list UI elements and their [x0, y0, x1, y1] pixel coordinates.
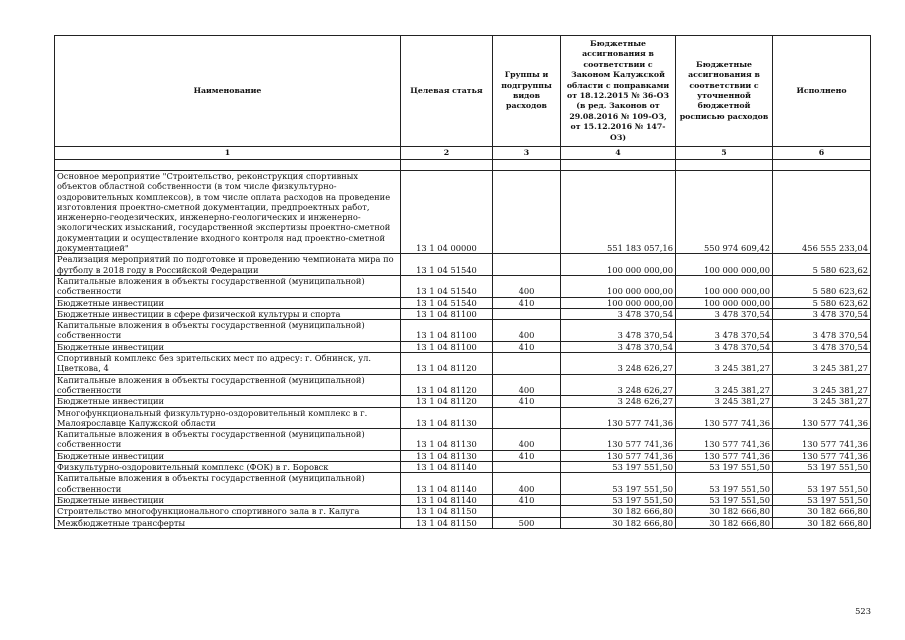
row-name: Капитальные вложения в объекты государственной (муниципальной) собственности	[55, 275, 401, 297]
table-row	[55, 407, 871, 429]
table-row	[55, 353, 871, 375]
header-target: Целевая статья	[401, 36, 493, 147]
amount-law: 551 183 057,16	[561, 171, 676, 254]
table-body	[55, 171, 871, 529]
target-code: 13 1 04 81140	[401, 462, 493, 473]
header-executed: Исполнено	[773, 36, 871, 147]
amount-executed: 5 580 623,62	[773, 254, 871, 276]
amount-refined: 3 245 381,27	[676, 396, 773, 407]
amount-law: 3 248 626,27	[561, 374, 676, 396]
row-name: Основное мероприятие "Строительство, реконструкция спортивных объектов областной собственности (в том числе физкультурно-оздоровительных комплексов), в том числе оплата расходов на проведение изготовления проектно-сметной документации, предпроектных работ, инженерно-геодезических, инженерно-геологических и инженерно-экологических изысканий, государственной экспертизы проектно-сметной документации и осуществление входного контроля над проектно-сметной документацией"	[55, 171, 401, 254]
amount-law: 3 478 370,54	[561, 308, 676, 319]
column-number: 5	[676, 147, 773, 160]
amount-law: 3 478 370,54	[561, 341, 676, 352]
row-name: Бюджетные инвестиции	[55, 341, 401, 352]
row-name: Строительство многофункционального спортивного зала в г. Калуга	[55, 506, 401, 517]
expense-group: 410	[493, 341, 561, 352]
amount-refined: 3 245 381,27	[676, 353, 773, 375]
amount-refined: 30 182 666,80	[676, 517, 773, 528]
row-name: Бюджетные инвестиции	[55, 494, 401, 505]
amount-law: 3 248 626,27	[561, 396, 676, 407]
column-number: 2	[401, 147, 493, 160]
target-code: 13 1 04 51540	[401, 254, 493, 276]
amount-executed: 3 478 370,54	[773, 341, 871, 352]
amount-law: 53 197 551,50	[561, 473, 676, 495]
table-row	[55, 171, 871, 254]
amount-executed: 53 197 551,50	[773, 494, 871, 505]
amount-refined: 53 197 551,50	[676, 494, 773, 505]
header-refined: Бюджетные ассигнования в соответствии с уточненной бюджетной росписью расходов	[676, 36, 773, 147]
amount-law: 53 197 551,50	[561, 494, 676, 505]
amount-executed: 3 245 381,27	[773, 374, 871, 396]
amount-refined: 30 182 666,80	[676, 506, 773, 517]
expense-group	[493, 254, 561, 276]
amount-law: 130 577 741,36	[561, 450, 676, 461]
amount-executed: 3 478 370,54	[773, 308, 871, 319]
column-number: 6	[773, 147, 871, 160]
row-name: Бюджетные инвестиции в сфере физической культуры и спорта	[55, 308, 401, 319]
table-row	[55, 450, 871, 461]
amount-law: 3 248 626,27	[561, 353, 676, 375]
expense-group: 500	[493, 517, 561, 528]
expense-group	[493, 353, 561, 375]
column-number: 4	[561, 147, 676, 160]
row-name: Капитальные вложения в объекты государственной (муниципальной) собственности	[55, 429, 401, 451]
column-number: 1	[55, 147, 401, 160]
amount-executed: 30 182 666,80	[773, 506, 871, 517]
target-code: 13 1 04 81130	[401, 429, 493, 451]
amount-executed: 456 555 233,04	[773, 171, 871, 254]
row-name: Бюджетные инвестиции	[55, 396, 401, 407]
table-row	[55, 297, 871, 308]
table-row	[55, 374, 871, 396]
amount-law: 130 577 741,36	[561, 429, 676, 451]
expense-group: 400	[493, 374, 561, 396]
amount-law: 100 000 000,00	[561, 254, 676, 276]
amount-refined: 130 577 741,36	[676, 450, 773, 461]
budget-table	[54, 35, 871, 529]
expense-group: 410	[493, 450, 561, 461]
target-code: 13 1 04 81120	[401, 353, 493, 375]
target-code: 13 1 04 81130	[401, 450, 493, 461]
target-code: 13 1 04 81150	[401, 506, 493, 517]
amount-law: 53 197 551,50	[561, 462, 676, 473]
table-row	[55, 396, 871, 407]
table-row	[55, 506, 871, 517]
expense-group	[493, 407, 561, 429]
page-number: 523	[855, 606, 871, 616]
amount-refined: 100 000 000,00	[676, 254, 773, 276]
amount-refined: 3 478 370,54	[676, 341, 773, 352]
spacer-row	[55, 160, 871, 171]
expense-group	[493, 506, 561, 517]
table-row	[55, 494, 871, 505]
amount-refined: 53 197 551,50	[676, 462, 773, 473]
expense-group: 400	[493, 320, 561, 342]
amount-refined: 3 245 381,27	[676, 374, 773, 396]
table-row	[55, 462, 871, 473]
amount-executed: 53 197 551,50	[773, 462, 871, 473]
header-name: Наименование	[55, 36, 401, 147]
table-row	[55, 517, 871, 528]
amount-law: 30 182 666,80	[561, 506, 676, 517]
row-name: Реализация мероприятий по подготовке и проведению чемпионата мира по футболу в 2018 году в Российской Федерации	[55, 254, 401, 276]
table-row	[55, 254, 871, 276]
target-code: 13 1 04 81100	[401, 341, 493, 352]
amount-executed: 5 580 623,62	[773, 275, 871, 297]
expense-group: 410	[493, 396, 561, 407]
expense-group	[493, 308, 561, 319]
expense-group: 400	[493, 275, 561, 297]
target-code: 13 1 04 81100	[401, 308, 493, 319]
table-row	[55, 308, 871, 319]
amount-refined: 3 478 370,54	[676, 320, 773, 342]
amount-refined: 550 974 609,42	[676, 171, 773, 254]
expense-group: 410	[493, 297, 561, 308]
target-code: 13 1 04 51540	[401, 275, 493, 297]
header-groups: Группы и подгруппы видов расходов	[493, 36, 561, 147]
amount-executed: 3 245 381,27	[773, 396, 871, 407]
row-name: Бюджетные инвестиции	[55, 297, 401, 308]
target-code: 13 1 04 81150	[401, 517, 493, 528]
amount-executed: 130 577 741,36	[773, 407, 871, 429]
expense-group: 400	[493, 429, 561, 451]
amount-refined: 53 197 551,50	[676, 473, 773, 495]
amount-executed: 53 197 551,50	[773, 473, 871, 495]
expense-group: 410	[493, 494, 561, 505]
expense-group	[493, 462, 561, 473]
table-row	[55, 320, 871, 342]
target-code: 13 1 04 00000	[401, 171, 493, 254]
amount-refined: 3 478 370,54	[676, 308, 773, 319]
amount-law: 100 000 000,00	[561, 275, 676, 297]
amount-executed: 30 182 666,80	[773, 517, 871, 528]
table-row	[55, 275, 871, 297]
amount-executed: 3 245 381,27	[773, 353, 871, 375]
row-name: Межбюджетные трансферты	[55, 517, 401, 528]
row-name: Физкультурно-оздоровительный комплекс (ФОК) в г. Боровск	[55, 462, 401, 473]
row-name: Бюджетные инвестиции	[55, 450, 401, 461]
amount-law: 130 577 741,36	[561, 407, 676, 429]
amount-refined: 130 577 741,36	[676, 407, 773, 429]
amount-refined: 100 000 000,00	[676, 297, 773, 308]
row-name: Капитальные вложения в объекты государственной (муниципальной) собственности	[55, 320, 401, 342]
target-code: 13 1 04 81130	[401, 407, 493, 429]
amount-executed: 3 478 370,54	[773, 320, 871, 342]
row-name: Капитальные вложения в объекты государственной (муниципальной) собственности	[55, 473, 401, 495]
table-row	[55, 341, 871, 352]
column-number: 3	[493, 147, 561, 160]
amount-refined: 130 577 741,36	[676, 429, 773, 451]
row-name: Многофункциональный физкультурно-оздоровительный комплекс в г. Малоярославце Калужской области	[55, 407, 401, 429]
amount-refined: 100 000 000,00	[676, 275, 773, 297]
header-law: Бюджетные ассигнования в соответствии с Законом Калужской области с поправками от 18.12.2015 № 36-ОЗ (в ред. Законов от 29.08.2016 № 109-ОЗ, от 15.12.2016 № 147-ОЗ)	[561, 36, 676, 147]
expense-group: 400	[493, 473, 561, 495]
expense-group	[493, 171, 561, 254]
target-code: 13 1 04 81100	[401, 320, 493, 342]
table-header-row	[55, 36, 871, 147]
amount-executed: 5 580 623,62	[773, 297, 871, 308]
amount-law: 100 000 000,00	[561, 297, 676, 308]
table-row	[55, 473, 871, 495]
amount-law: 3 478 370,54	[561, 320, 676, 342]
row-name: Спортивный комплекс без зрительских мест по адресу: г. Обнинск, ул. Цветкова, 4	[55, 353, 401, 375]
target-code: 13 1 04 81140	[401, 473, 493, 495]
target-code: 13 1 04 51540	[401, 297, 493, 308]
amount-executed: 130 577 741,36	[773, 450, 871, 461]
table-row	[55, 429, 871, 451]
target-code: 13 1 04 81120	[401, 374, 493, 396]
amount-law: 30 182 666,80	[561, 517, 676, 528]
amount-executed: 130 577 741,36	[773, 429, 871, 451]
row-name: Капитальные вложения в объекты государственной (муниципальной) собственности	[55, 374, 401, 396]
target-code: 13 1 04 81120	[401, 396, 493, 407]
column-number-row	[55, 147, 871, 160]
target-code: 13 1 04 81140	[401, 494, 493, 505]
